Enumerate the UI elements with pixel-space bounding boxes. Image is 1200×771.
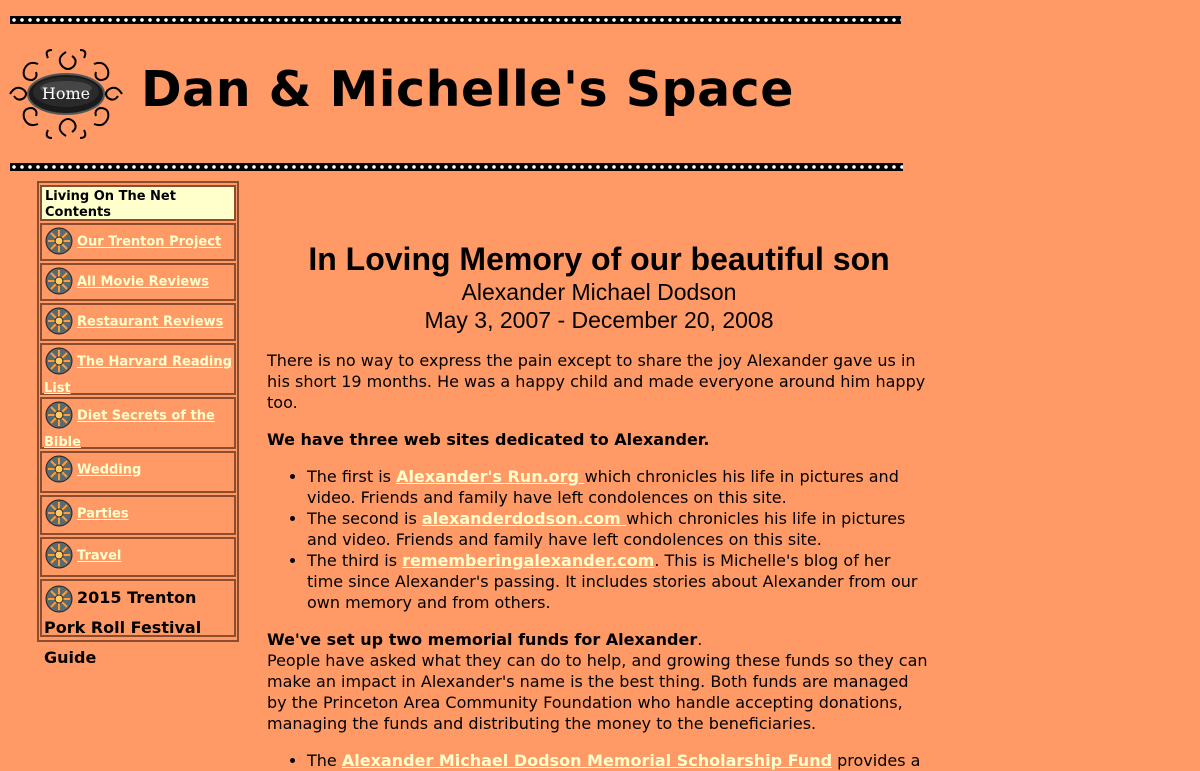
sites-heading: We have three web sites dedicated to Alexander. (267, 430, 710, 449)
sidebar-item (40, 397, 236, 449)
sun-wheel-icon (45, 585, 73, 613)
sidebar-link-travel[interactable]: Travel (77, 548, 122, 564)
rememberingalexander-link[interactable]: rememberingalexander.com (402, 551, 655, 570)
sidebar-header: Living On The Net Contents (40, 185, 236, 221)
sun-wheel-icon (45, 541, 73, 569)
sidebar-link-parties[interactable]: Parties (77, 506, 129, 522)
list-item (307, 508, 931, 550)
sidebar-link-restaurant-reviews[interactable]: Restaurant Reviews (77, 314, 224, 330)
memorial-name: Alexander Michael Dodson (461, 279, 737, 305)
sidebar-item (40, 495, 236, 535)
sidebar-link-wedding[interactable]: Wedding (77, 462, 142, 478)
sun-wheel-icon (45, 347, 73, 375)
sidebar-item (40, 223, 236, 261)
sun-wheel-icon (45, 227, 73, 255)
alexanders-run-link[interactable]: Alexander's Run.org (396, 467, 585, 486)
sidebar-link-harvard-reading-list[interactable]: The Harvard Reading List (44, 354, 232, 396)
funds-heading: We've set up two memorial funds for Alexander (267, 630, 698, 649)
intro-paragraph: There is no way to express the pain except to share the joy Alexander gave us in his short 19 months. He was a happy child and made everyone around him happy too. (267, 351, 926, 412)
list-item (307, 550, 931, 613)
sidebar-item (40, 343, 236, 395)
funds-paragraph (267, 629, 931, 734)
list-item (307, 750, 931, 771)
list-item-text: The third is (307, 551, 403, 570)
sidebar-item (40, 537, 236, 577)
site-title: Dan & Michelle's Space (141, 61, 794, 118)
funds-list (267, 750, 931, 771)
home-logo-button[interactable] (8, 46, 124, 142)
funds-period: . (697, 630, 703, 649)
sidebar-item (40, 303, 236, 341)
main-content (267, 240, 931, 771)
sites-list (267, 466, 931, 613)
list-item-text: The (307, 751, 342, 770)
memorial-heading: In Loving Memory of our beautiful son (308, 241, 890, 277)
sidebar-link-diet-secrets[interactable]: Diet Secrets of the Bible (44, 408, 215, 450)
sidebar-link-trenton-project[interactable]: Our Trenton Project (77, 234, 222, 250)
scholarship-fund-link[interactable]: Alexander Michael Dodson Memorial Scholarship Fund (341, 751, 833, 770)
sidebar-item (40, 263, 236, 301)
sun-wheel-icon (45, 455, 73, 483)
list-item (307, 466, 931, 508)
list-item-text: The first is (307, 467, 397, 486)
alexanderdodson-link[interactable]: alexanderdodson.com (421, 509, 627, 528)
sun-wheel-icon (45, 307, 73, 335)
sun-wheel-icon (45, 499, 73, 527)
sidebar-link-movie-reviews[interactable]: All Movie Reviews (77, 274, 209, 290)
home-label: Home (41, 84, 91, 103)
list-item-text: which chronicles his life in pictures and video. Friends and family have left condolences on this site. (307, 509, 906, 549)
sidebar-item-pork-roll-guide (40, 579, 236, 667)
sun-wheel-icon (45, 401, 73, 429)
sun-wheel-icon (45, 267, 73, 295)
list-item-text: which chronicles his life in pictures and video. Friends and family have left condolences on this site. (307, 467, 899, 507)
sidebar-pork-roll-label: 2015 Trenton Pork Roll Festival Guide (44, 588, 202, 667)
funds-text: People have asked what they can do to help, and growing these funds so they can make an impact in Alexander's name is the best thing. Both funds are managed by the Princeton Area Community Foundation who handle accepting donations, managing the funds and distributing the money to the beneficiaries. (267, 651, 928, 733)
top-divider (10, 16, 901, 24)
list-item-text: The second is (307, 509, 422, 528)
list-item-text: provides a (832, 751, 921, 770)
header-divider (10, 163, 903, 171)
sidebar-nav (37, 181, 239, 667)
memorial-dates: May 3, 2007 - December 20, 2008 (424, 307, 774, 333)
sidebar-item (40, 451, 236, 493)
list-item-text: . This is Michelle's blog of her time since Alexander's passing. It includes stories about Alexander from our own memory and from others. (307, 551, 918, 612)
